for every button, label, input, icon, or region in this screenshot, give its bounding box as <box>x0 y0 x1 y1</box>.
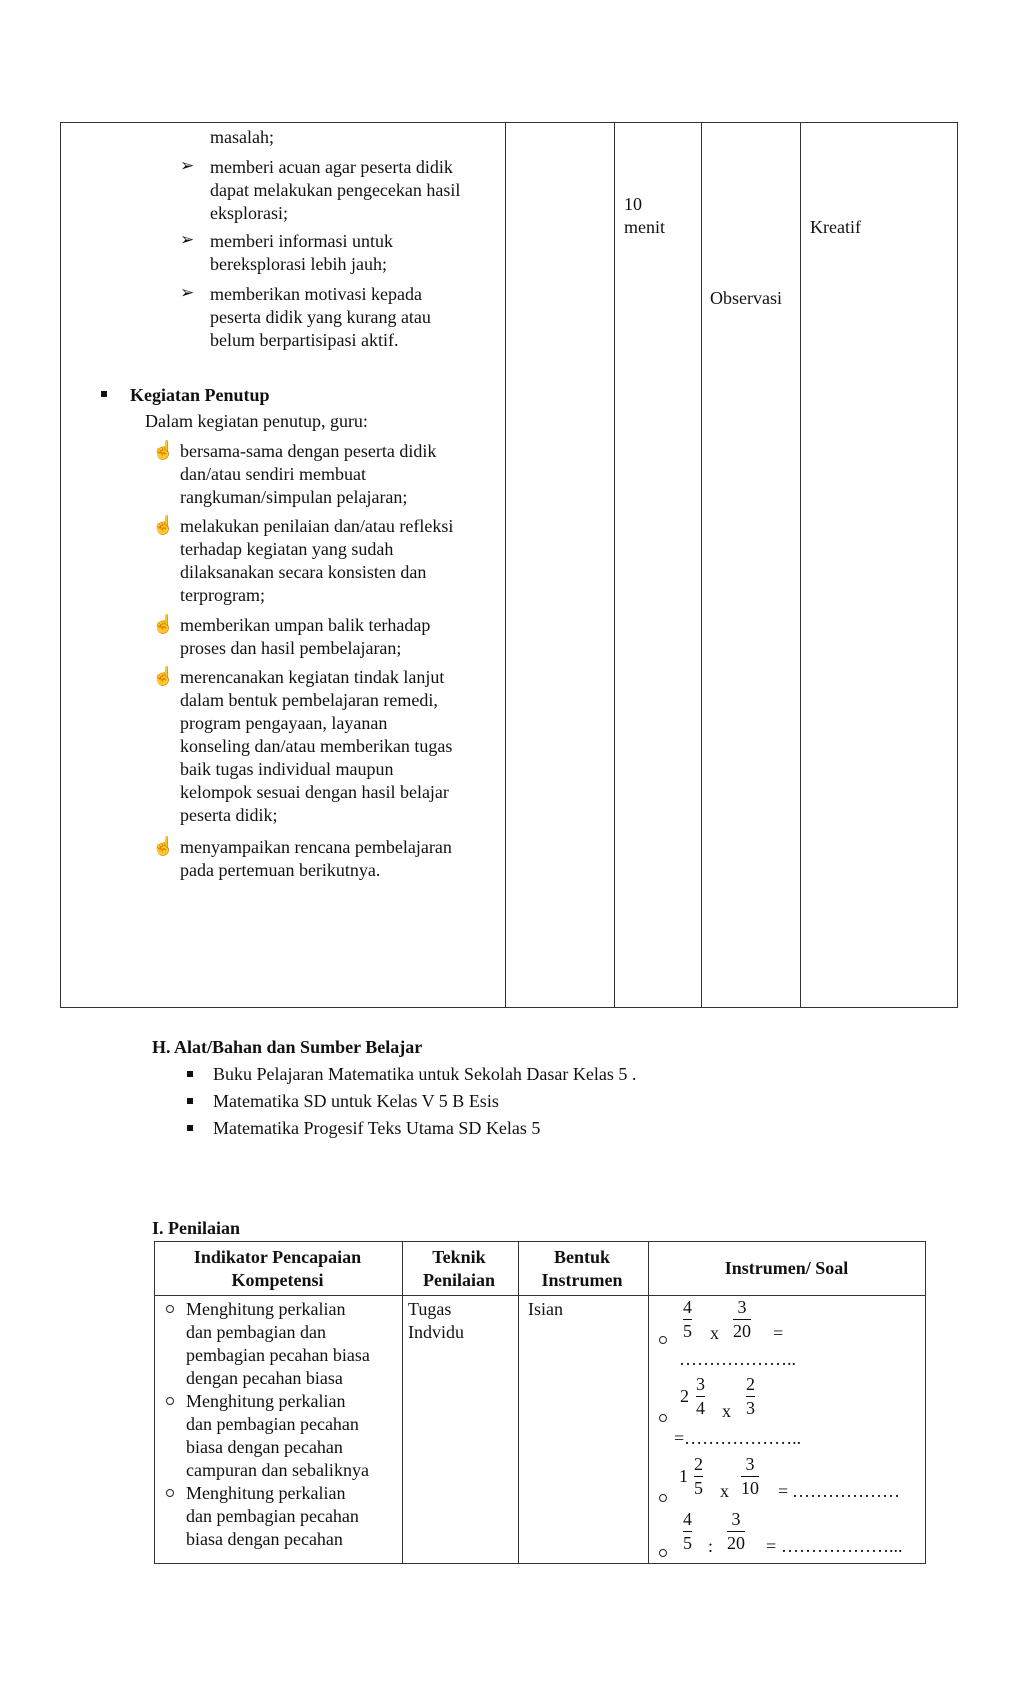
list-item-line: dalam bentuk pembelajaran remedi, <box>180 690 438 710</box>
operator: x <box>722 1401 731 1421</box>
square-bullet-icon <box>187 1098 193 1104</box>
fraction-bar <box>683 1319 692 1320</box>
list-item-line: baik tugas individual maupun <box>180 759 394 779</box>
fraction <box>746 1374 755 1419</box>
list-item-line: konseling dan/atau memberikan tugas <box>180 736 453 756</box>
time-value: 10 <box>624 194 642 214</box>
list-item-line: memberi acuan agar peserta didik <box>210 157 453 177</box>
section-h-title: H. Alat/Bahan dan Sumber Belajar <box>152 1037 423 1057</box>
fraction-bar <box>746 1396 755 1397</box>
header-teknik: Teknik <box>432 1247 486 1267</box>
indicator-line: dengan pecahan biasa <box>186 1368 343 1388</box>
circle-bullet-icon <box>166 1489 174 1497</box>
list-item-line: peserta didik yang kurang atau <box>210 307 431 327</box>
column-divider <box>505 123 506 1007</box>
list-item-line: rangkuman/simpulan pelajaran; <box>180 487 408 507</box>
technique-cell: Tugas <box>408 1299 452 1319</box>
indicator-line: biasa dengan pecahan <box>186 1529 343 1549</box>
indicator-line: dan pembagian pecahan <box>186 1414 359 1434</box>
list-item-line: bereksplorasi lebih jauh; <box>210 254 387 274</box>
numerator: 2 <box>694 1454 703 1474</box>
list-item-line: peserta didik; <box>180 805 278 825</box>
operator: : <box>708 1536 714 1556</box>
list-item-line: belum berpartisipasi aktif. <box>210 330 399 350</box>
circle-bullet-icon <box>659 1494 667 1502</box>
denominator: 4 <box>696 1398 705 1418</box>
fraction <box>694 1454 703 1499</box>
closing-intro: Dalam kegiatan penutup, guru: <box>145 411 368 431</box>
header-bentuk: Bentuk <box>553 1247 611 1267</box>
indicator-line: Menghitung perkalian <box>186 1391 346 1411</box>
pointing-hand-icon: ☝ <box>152 836 175 856</box>
arrow-bullet-icon: ➢ <box>180 230 195 249</box>
list-item-line: menyampaikan rencana pembelajaran <box>180 837 452 857</box>
equals: = <box>773 1323 784 1343</box>
technique-cell-2: Indvidu <box>408 1322 464 1342</box>
fraction <box>683 1509 692 1554</box>
equals: = <box>778 1481 789 1501</box>
fraction <box>696 1374 705 1419</box>
fraction-bar <box>696 1396 705 1397</box>
header-instrumen: Instrumen/ Soal <box>724 1258 849 1278</box>
equals: = <box>766 1536 777 1556</box>
column-divider <box>800 123 801 1007</box>
whole-number: 2 <box>680 1386 689 1406</box>
denominator: 20 <box>727 1533 745 1553</box>
list-item-line <box>210 230 495 253</box>
answer-blank: ……………… <box>792 1481 900 1501</box>
indicator-line: dan pembagian pecahan <box>186 1506 359 1526</box>
denominator: 5 <box>694 1478 703 1498</box>
circle-bullet-icon <box>659 1549 667 1557</box>
time-unit: menit <box>624 217 665 237</box>
indicator-line: biasa dengan pecahan <box>186 1437 343 1457</box>
character-value: Kreatif <box>810 217 861 237</box>
circle-bullet-icon <box>659 1414 667 1422</box>
denominator: 5 <box>683 1533 692 1553</box>
list-item-line: merencanakan kegiatan tindak lanjut <box>180 667 445 687</box>
numerator: 4 <box>683 1297 692 1317</box>
fraction <box>683 1297 692 1342</box>
list-item-line: dapat melakukan pengecekan hasil <box>210 180 461 200</box>
list-item-line: program pengayaan, layanan <box>180 713 388 733</box>
list-item-line: dilaksanakan secara konsisten dan <box>180 562 427 582</box>
fraction <box>741 1454 759 1499</box>
circle-bullet-icon <box>659 1336 667 1344</box>
numerator: 3 <box>737 1297 747 1317</box>
source-item: Buku Pelajaran Matematika untuk Sekolah Dasar Kelas 5 . <box>213 1064 637 1084</box>
fraction <box>733 1297 751 1342</box>
column-divider <box>701 123 702 1007</box>
operator: x <box>710 1323 719 1343</box>
fraction-bar <box>727 1531 745 1532</box>
denominator: 5 <box>683 1321 692 1341</box>
whole-number: 1 <box>679 1466 688 1486</box>
fraction-bar <box>694 1476 703 1477</box>
header-teknik-2: Penilaian <box>422 1270 495 1290</box>
indicator-line: pembagian pecahan biasa <box>186 1345 370 1365</box>
numerator: 3 <box>696 1374 705 1394</box>
header-indikator: Indikator Pencapaian <box>193 1247 362 1267</box>
denominator: 3 <box>746 1398 755 1418</box>
column-divider <box>614 123 615 1007</box>
list-item-line: proses dan hasil pembelajaran; <box>180 638 402 658</box>
pointing-hand-icon: ☝ <box>152 666 175 686</box>
technique-value: Observasi <box>710 288 782 308</box>
source-item: Matematika SD untuk Kelas V 5 B Esis <box>213 1091 499 1111</box>
fraction-bar <box>741 1476 759 1477</box>
indicator-line: campuran dan sebaliknya <box>186 1460 369 1480</box>
numerator: 3 <box>731 1509 741 1529</box>
list-item-line: terhadap kegiatan yang sudah <box>180 539 394 559</box>
answer-blank: ……………….. <box>679 1349 796 1369</box>
square-bullet-icon <box>187 1125 193 1131</box>
arrow-bullet-icon: ➢ <box>180 156 195 175</box>
denominator: 10 <box>741 1478 759 1498</box>
list-item-line: dan/atau sendiri membuat <box>180 464 366 484</box>
fraction-bar <box>683 1531 692 1532</box>
answer-blank: ………………... <box>781 1536 903 1556</box>
operator: x <box>720 1481 729 1501</box>
pointing-hand-icon: ☝ <box>152 440 175 460</box>
numerator: 3 <box>745 1454 755 1474</box>
circle-bullet-icon <box>166 1397 174 1405</box>
list-item-line: melakukan penilaian dan/atau refleksi <box>180 516 454 536</box>
numerator: 4 <box>683 1509 692 1529</box>
header-divider <box>155 1295 925 1296</box>
indicator-line: Menghitung perkalian <box>186 1483 346 1503</box>
numerator: 2 <box>746 1374 755 1394</box>
header-indikator-2: Kompetensi <box>231 1270 324 1290</box>
pointing-hand-icon: ☝ <box>152 614 175 634</box>
square-bullet-icon <box>101 391 107 397</box>
column-divider <box>648 1242 649 1563</box>
header-bentuk-2: Instrumen <box>541 1270 623 1290</box>
list-item-line: memberikan motivasi kepada <box>210 284 422 304</box>
answer-blank: =……………….. <box>674 1428 802 1448</box>
source-item: Matematika Progesif Teks Utama SD Kelas 5 <box>213 1118 541 1138</box>
list-item-line: eksplorasi; <box>210 203 288 223</box>
arrow-bullet-icon: ➢ <box>180 283 195 302</box>
list-item-line: kelompok sesuai dengan hasil belajar <box>180 782 449 802</box>
list-item-line: memberikan umpan balik terhadap <box>180 615 431 635</box>
square-bullet-icon <box>187 1071 193 1077</box>
indicator-line: dan pembagian dan <box>186 1322 326 1342</box>
list-item-line: bersama-sama dengan peserta didik <box>180 441 437 461</box>
fraction-bar <box>733 1319 751 1320</box>
fraction <box>727 1509 745 1554</box>
justified-line: memberi informasi untuk <box>210 231 393 251</box>
list-item-line: terprogram; <box>180 585 265 605</box>
indicator-line: Menghitung perkalian <box>186 1299 346 1319</box>
list-item-line: pada pertemuan berikutnya. <box>180 860 381 880</box>
section-i-title: I. Penilaian <box>152 1218 241 1238</box>
denominator: 20 <box>733 1321 751 1341</box>
closing-title: Kegiatan Penutup <box>130 385 270 405</box>
continued-text: masalah; <box>210 127 274 147</box>
circle-bullet-icon <box>166 1305 174 1313</box>
form-cell: Isian <box>528 1299 563 1319</box>
pointing-hand-icon: ☝ <box>152 515 175 535</box>
